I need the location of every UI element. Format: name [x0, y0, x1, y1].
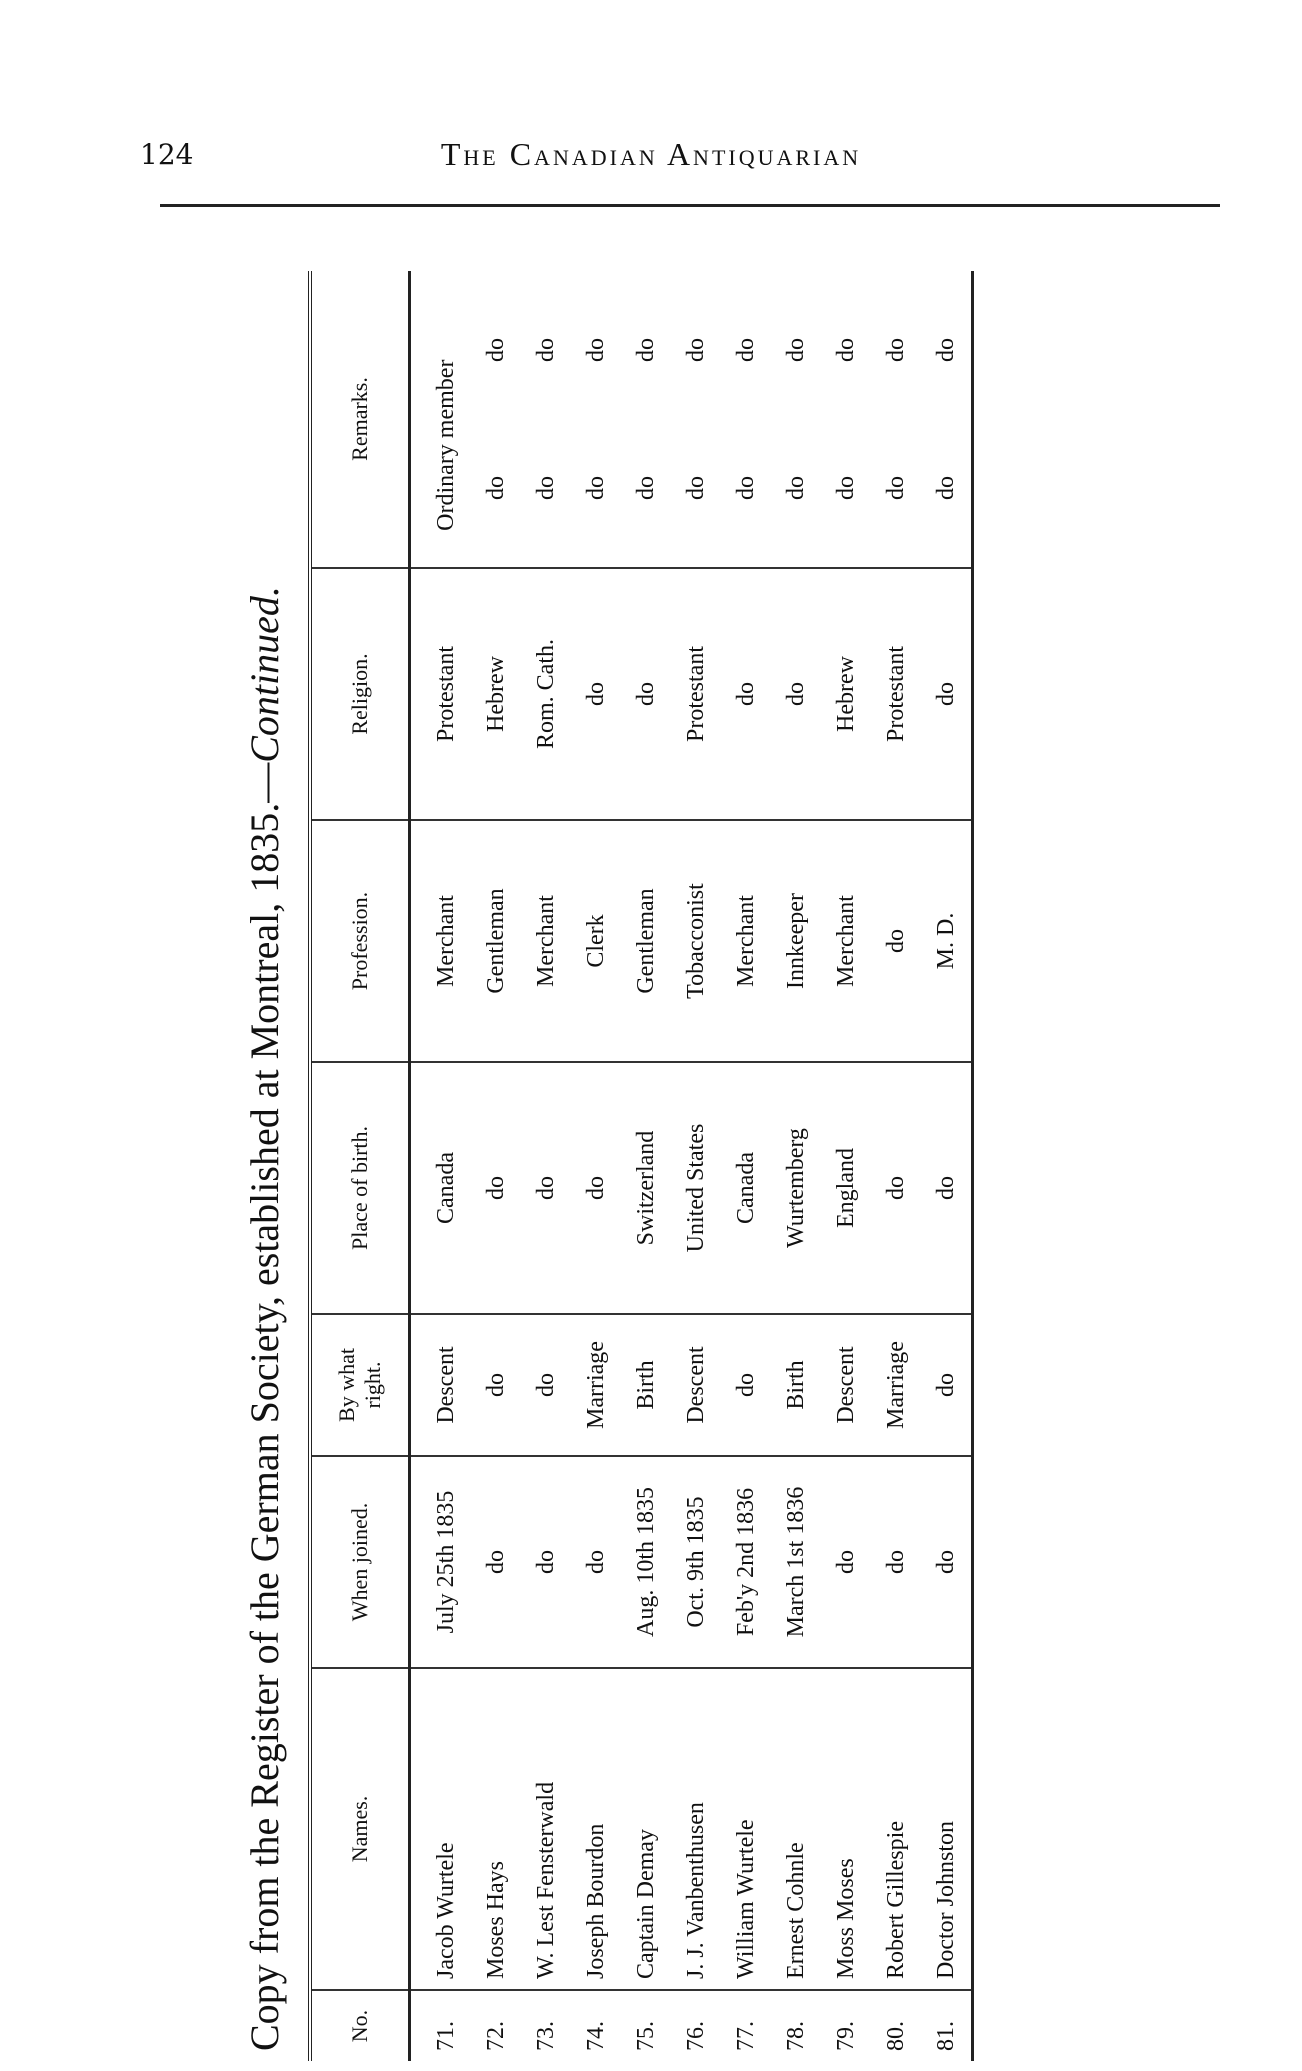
religion-cell: Protestant: [871, 568, 921, 820]
remarks-cell: [571, 271, 621, 568]
column-header: By what right.: [310, 1314, 410, 1456]
remarks-cell: [671, 271, 721, 568]
member-name-cell: Ernest Cohnle: [771, 1668, 821, 1990]
table-row: [621, 271, 671, 2061]
place-of-birth-cell: United States: [671, 1062, 721, 1314]
profession-cell: Merchant: [821, 820, 871, 1062]
when-joined-cell: July 25th 1835: [410, 1456, 472, 1668]
when-joined-cell: March 1st 1836: [771, 1456, 821, 1668]
when-joined-cell: Feb'y 2nd 1836: [721, 1456, 771, 1668]
row-number-cell: 81.: [932, 2021, 959, 2051]
row-number-cell: 72.: [482, 2021, 509, 2051]
row-number-cell: 73.: [532, 2021, 559, 2051]
column-header: No.: [310, 1990, 410, 2061]
member-name-cell: Robert Gillespie: [871, 1668, 921, 1990]
table-row: [721, 271, 771, 2061]
religion-cell: Hebrew: [471, 568, 521, 820]
religion-cell: do: [621, 568, 671, 820]
profession-cell: Merchant: [521, 820, 571, 1062]
remarks-text: do: [532, 338, 559, 362]
by-what-right-cell: do: [521, 1314, 571, 1456]
remarks-text: do: [832, 476, 859, 500]
running-title: The Canadian Antiquarian: [440, 136, 862, 172]
remarks-text: do: [632, 476, 659, 500]
member-name-cell: Moses Hays: [471, 1668, 521, 1990]
member-name-cell: Joseph Bourdon: [571, 1668, 621, 1990]
remarks-text: do: [682, 338, 709, 362]
column-header: Names.: [310, 1668, 410, 1990]
when-joined-cell: do: [471, 1456, 521, 1668]
remarks-text: do: [782, 338, 809, 362]
register-table: [308, 271, 974, 2061]
by-what-right-cell: do: [721, 1314, 771, 1456]
rotated-register-table: [241, 261, 1061, 2071]
profession-cell: do: [871, 820, 921, 1062]
place-of-birth-cell: do: [921, 1062, 973, 1314]
member-name-cell: Captain Demay: [621, 1668, 671, 1990]
remarks-text: do: [782, 476, 809, 500]
profession-cell: Clerk: [571, 820, 621, 1062]
place-of-birth-cell: do: [471, 1062, 521, 1314]
remarks-text: do: [932, 476, 959, 500]
profession-cell: M. D.: [921, 820, 973, 1062]
remarks-text: do: [582, 476, 609, 500]
table-row: [571, 271, 621, 2061]
row-number-cell: 74.: [582, 2021, 609, 2051]
by-what-right-cell: Descent: [671, 1314, 721, 1456]
remarks-cell: [921, 271, 973, 568]
remarks-text: do: [482, 476, 509, 500]
member-name-cell: J. J. Vanbenthusen: [671, 1668, 721, 1990]
row-number-cell: 77.: [732, 2021, 759, 2051]
place-of-birth-cell: Wurtemberg: [771, 1062, 821, 1314]
remarks-cell: [621, 271, 671, 568]
remarks-cell: [821, 271, 871, 568]
when-joined-cell: Aug. 10th 1835: [621, 1456, 671, 1668]
remarks-cell: [521, 271, 571, 568]
remarks-text: do: [532, 476, 559, 500]
by-what-right-cell: Birth: [621, 1314, 671, 1456]
profession-cell: Merchant: [410, 820, 472, 1062]
when-joined-cell: Oct. 9th 1835: [671, 1456, 721, 1668]
table-row: [771, 271, 821, 2061]
remarks-cell: [410, 271, 472, 568]
row-number-cell: 78.: [782, 2021, 809, 2051]
religion-cell: Hebrew: [821, 568, 871, 820]
profession-cell: Merchant: [721, 820, 771, 1062]
when-joined-cell: do: [821, 1456, 871, 1668]
row-number-cell: 71.: [432, 2021, 459, 2051]
profession-cell: Gentleman: [471, 820, 521, 1062]
table-title-continued: Continued.: [242, 586, 287, 763]
religion-cell: Protestant: [410, 568, 472, 820]
remarks-text: do: [932, 338, 959, 362]
profession-cell: Tobacconist: [671, 820, 721, 1062]
page-number: 124: [140, 138, 194, 171]
member-name-cell: W. Lest Fensterwald: [521, 1668, 571, 1990]
religion-cell: do: [921, 568, 973, 820]
profession-cell: Gentleman: [621, 820, 671, 1062]
member-name-cell: Doctor Johnston: [921, 1668, 973, 1990]
table-title-main: Copy from the Register of the German Society, established at Montreal, 1835.—: [242, 762, 287, 2051]
header-rule: [160, 204, 1220, 207]
column-header: Profession.: [310, 820, 410, 1062]
remarks-text: do: [482, 338, 509, 362]
column-header: Religion.: [310, 568, 410, 820]
remarks-text: Ordinary member: [432, 359, 459, 531]
table-body: [410, 271, 973, 2061]
remarks-text: do: [632, 338, 659, 362]
religion-cell: do: [571, 568, 621, 820]
member-name-cell: William Wurtele: [721, 1668, 771, 1990]
remarks-text: do: [882, 338, 909, 362]
when-joined-cell: do: [521, 1456, 571, 1668]
table-row: [471, 271, 521, 2061]
place-of-birth-cell: do: [521, 1062, 571, 1314]
remarks-cell: [871, 271, 921, 568]
table-title: [241, 261, 288, 2051]
place-of-birth-cell: England: [821, 1062, 871, 1314]
remarks-text: do: [832, 338, 859, 362]
remarks-text: do: [732, 338, 759, 362]
member-name-cell: Moss Moses: [821, 1668, 871, 1990]
table-row: [921, 271, 973, 2061]
by-what-right-cell: Descent: [821, 1314, 871, 1456]
place-of-birth-cell: Canada: [721, 1062, 771, 1314]
place-of-birth-cell: Switzerland: [621, 1062, 671, 1314]
by-what-right-cell: do: [921, 1314, 973, 1456]
table-row: [521, 271, 571, 2061]
by-what-right-cell: do: [471, 1314, 521, 1456]
religion-cell: Rom. Cath.: [521, 568, 571, 820]
remarks-text: do: [882, 476, 909, 500]
table-row: [821, 271, 871, 2061]
row-number-cell: 76.: [682, 2021, 709, 2051]
header-row: [310, 271, 410, 2061]
column-header: Place of birth.: [310, 1062, 410, 1314]
when-joined-cell: do: [921, 1456, 973, 1668]
place-of-birth-cell: Canada: [410, 1062, 472, 1314]
when-joined-cell: do: [871, 1456, 921, 1668]
table-row: [671, 271, 721, 2061]
remarks-cell: [721, 271, 771, 568]
by-what-right-cell: Birth: [771, 1314, 821, 1456]
when-joined-cell: do: [571, 1456, 621, 1668]
member-name-cell: Jacob Wurtele: [410, 1668, 472, 1990]
column-header: Remarks.: [310, 271, 410, 568]
by-what-right-cell: Marriage: [571, 1314, 621, 1456]
remarks-cell: [771, 271, 821, 568]
place-of-birth-cell: do: [871, 1062, 921, 1314]
row-number-cell: 75.: [632, 2021, 659, 2051]
table-row: [871, 271, 921, 2061]
religion-cell: do: [721, 568, 771, 820]
remarks-text: do: [732, 476, 759, 500]
place-of-birth-cell: do: [571, 1062, 621, 1314]
by-what-right-cell: Marriage: [871, 1314, 921, 1456]
religion-cell: Protestant: [671, 568, 721, 820]
row-number-cell: 79.: [832, 2021, 859, 2051]
by-what-right-cell: Descent: [410, 1314, 472, 1456]
row-number-cell: 80.: [882, 2021, 909, 2051]
table-row: [410, 271, 472, 2061]
column-header: When joined.: [310, 1456, 410, 1668]
profession-cell: Innkeeper: [771, 820, 821, 1062]
religion-cell: do: [771, 568, 821, 820]
remarks-cell: [471, 271, 521, 568]
remarks-text: do: [682, 476, 709, 500]
remarks-text: do: [582, 338, 609, 362]
